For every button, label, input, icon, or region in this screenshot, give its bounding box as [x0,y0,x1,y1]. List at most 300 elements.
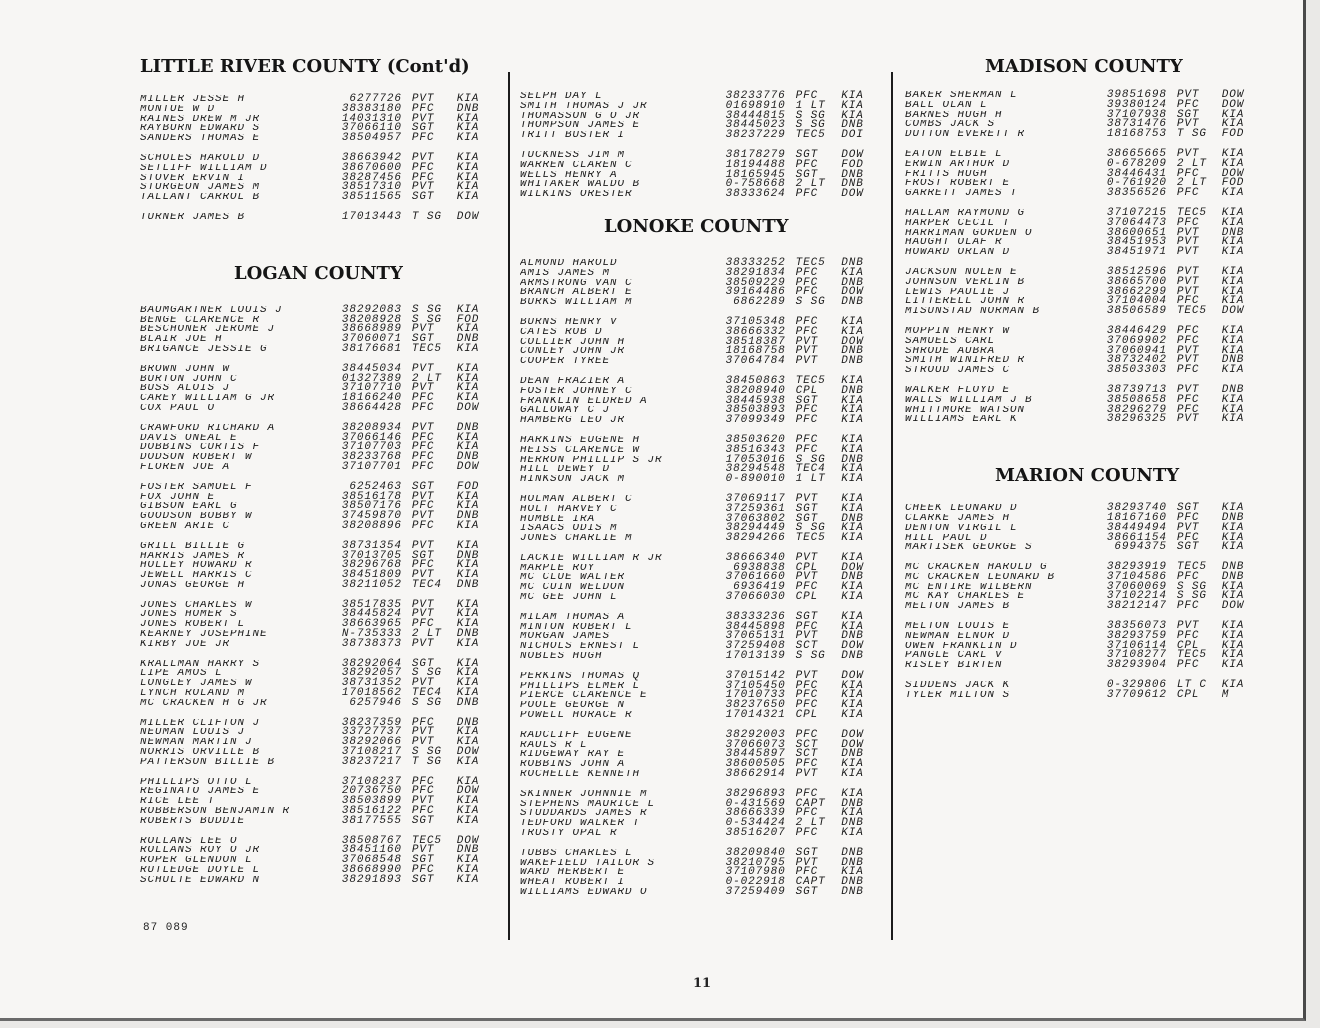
status-code: DOW [456,785,480,798]
rank: PFC [795,404,819,417]
serial-number: 37064784 [725,355,786,368]
soldier-name: BUSS ALOIS J [140,384,231,395]
rank: PFC [795,158,819,171]
status-code: KIA [1221,679,1245,692]
rank: PFC [1176,531,1200,544]
serial-number: 38333624 [725,188,786,201]
status-code: KIA [456,303,480,316]
serial-number: 38233768 [341,451,402,464]
rank: SGT [411,122,435,135]
serial-number: 38445938 [725,394,786,407]
casualty-row [140,480,495,493]
casualty-row [905,622,1260,632]
serial-number: 38356073 [1106,620,1167,633]
status-code: DNB [1221,354,1245,367]
status-code: KIA [456,726,480,739]
status-code: KIA [1221,295,1245,308]
serial-number: 38503620 [725,433,786,446]
casualty-row [140,443,495,453]
serial-number: 37259408 [725,640,786,653]
casualty-row [520,180,880,190]
soldier-name: GARRETT JAMES T [905,189,1018,199]
rank: PVT [795,856,819,869]
entry-group [520,148,880,201]
rank: S SG [795,453,826,466]
rank: 2 LT [795,178,826,191]
serial-number: 38444815 [725,109,786,122]
casualty-row [140,394,495,404]
casualty-row [140,401,495,414]
casualty-row [140,637,495,650]
casualty-row [140,512,495,522]
soldier-name: MILAM THOMAS A [520,612,626,623]
rank: PFC [411,102,435,115]
entry-group [520,433,880,486]
serial-number: 38666339 [725,807,786,820]
rank: PVT [411,795,435,808]
rank: PFC [1176,570,1200,583]
rank: PFC [1176,659,1200,672]
serial-number: 38449494 [1106,521,1167,534]
serial-number: 37060071 [341,333,402,346]
casualty-row [905,248,1260,258]
rank: PFC [1176,98,1200,111]
rank: 2 LT [411,628,442,641]
soldier-name: GOODSON BOBBY W [140,512,253,522]
serial-number: 37069117 [725,492,786,505]
rank: PFC [411,161,435,174]
status-code: KIA [456,539,480,552]
serial-number: 6936419 [733,581,786,594]
soldier-name: MELTON JAMES B [905,602,1011,613]
rank: PVT [1176,344,1200,357]
casualty-row [140,578,495,591]
serial-number: 38446429 [1106,324,1167,337]
serial-number: 38662914 [725,768,786,781]
soldier-name: SELPH DAY L [520,92,603,102]
status-code: KIA [1221,147,1245,160]
serial-number: 38294548 [725,463,786,476]
status-code: KIA [456,132,480,145]
rank: PVT [411,181,435,194]
casualty-row [520,728,880,741]
status-code: DOW [841,188,864,201]
section-entries [905,91,1260,425]
soldier-name: LACKIE WILLIAM R JR [520,553,663,564]
soldier-name: MC CRACKEN H G JR [140,698,268,709]
rank: SGT [795,610,819,623]
soldier-name: GREEN ARIE C [140,521,231,532]
soldier-name: STEPHENS MAURICE L [520,799,656,810]
status-code: KIA [841,374,864,387]
soldier-name: GIBSON EARL G [140,502,238,513]
soldier-name: ROCHELLE KENNETH [520,770,641,780]
serial-number: 6938838 [733,561,786,574]
casualty-row [520,190,880,200]
rank: PFC [1176,187,1200,200]
serial-number: 37066030 [725,591,786,604]
status-code: KIA [1221,246,1245,259]
rank: PVT [411,736,435,749]
section-entries [140,303,495,886]
casualty-row [140,787,495,797]
serial-number: 37065131 [725,630,786,643]
entry-group [140,716,495,768]
soldier-name: DEAN FRAZIER A [520,376,626,387]
status-code: DNB [841,846,864,859]
casualty-row [520,620,880,633]
status-code: DNB [841,797,864,810]
rank: PFC [795,827,819,840]
status-code: KIA [841,807,864,820]
entry-group [140,834,495,886]
casualty-row [905,563,1260,573]
casualty-row [140,846,495,856]
casualty-row [520,868,880,878]
rank: S SG [795,650,826,663]
serial-number: 38504957 [341,132,402,145]
casualty-row [520,475,880,485]
soldier-name: COOPER TYREE [520,357,611,367]
casualty-row [905,688,1260,701]
rank: S SG [795,109,826,122]
casualty-row [905,415,1260,425]
serial-number: 37106114 [1106,639,1167,652]
status-code: KIA [841,532,864,545]
rank: PFC [411,519,435,532]
status-code: KIA [1221,531,1245,544]
serial-number: 38517310 [341,181,402,194]
casualty-row [520,433,880,446]
serial-number: 38451160 [341,844,402,857]
soldier-name: FRANKLIN ELDRED A [520,396,648,407]
status-code: KIA [841,492,864,505]
status-code: KIA [456,519,480,532]
rank: PFC [411,171,435,184]
status-code: DNB [841,630,864,643]
casualty-row [520,325,880,338]
soldier-name: NICHOLS ERNEST L [520,642,641,653]
entry-group [520,610,880,663]
section-heading-madison: MADISON COUNTY [985,56,1183,77]
soldier-name: TUCKNESS JIM M [520,150,626,161]
rank: PFC [411,132,435,145]
status-code: KIA [841,620,864,633]
rank: PFC [795,188,819,201]
soldier-name: DODSON ROBERT W [140,453,253,463]
soldier-name: CONLEY JOHN JR [520,347,626,358]
status-code: KIA [841,522,864,535]
serial-number: 18168758 [725,345,786,358]
rank: PVT [411,598,435,611]
status-code: KIA [456,736,480,749]
casualty-row [140,866,495,876]
serial-number: 18168753 [1106,128,1167,141]
status-code: DNB [456,844,480,857]
status-code: KIA [841,787,864,800]
serial-number: 38518387 [725,335,786,348]
serial-number: 37259361 [725,502,786,515]
status-code: KIA [456,441,480,454]
casualty-row [520,524,880,534]
soldier-name: GRILL BILLIE G [140,541,246,552]
casualty-row [520,335,880,348]
serial-number: 38212147 [1106,600,1167,613]
soldier-name: TRITT BUSTER I [520,131,626,141]
casualty-row [520,131,880,141]
serial-number: 38333252 [725,256,786,269]
casualty-row [140,797,495,807]
status-code: KIA [1221,216,1245,229]
status-code: KIA [456,382,480,395]
serial-number: 37108277 [1106,649,1167,662]
casualty-row [520,288,880,298]
status-code: FOD [456,313,480,326]
casualty-row [140,151,495,164]
serial-number: 38661154 [1106,531,1167,544]
rank: TEC5 [411,834,442,847]
casualty-row [140,755,495,768]
serial-number: 0-678209 [1106,157,1167,170]
status-code: KIA [456,618,480,631]
entry-group [140,480,495,532]
serial-number: 37107980 [725,866,786,879]
serial-number: 38662299 [1106,285,1167,298]
status-code: DNB [456,628,480,641]
serial-number: 38451809 [341,569,402,582]
serial-number: 38296893 [725,787,786,800]
rank: PFC [411,716,435,729]
rank: CPL [795,709,819,722]
rank: CAPT [795,876,826,889]
status-code: DNB [841,453,864,466]
casualty-row [520,888,880,898]
serial-number: 37108237 [341,775,402,788]
rank: PVT [1176,118,1200,131]
soldier-name: WHITAKER WALDO B [520,180,641,191]
status-code: KIA [1221,502,1245,515]
casualty-row [905,543,1260,553]
soldier-name: HILL PAUL D [905,533,988,544]
serial-number: 38516343 [725,443,786,456]
soldier-name: TALLANT CARROL B [140,193,261,203]
rank: PFC [411,805,435,818]
entry-group [905,383,1260,426]
soldier-name: HOWARD ORLAN D [905,248,1011,258]
casualty-row [905,602,1260,612]
casualty-row [520,99,880,112]
soldier-name: PANGLE CARL V [905,651,1003,662]
soldier-name: COLLIER JOHN H [520,337,626,348]
status-code: DOW [456,460,480,473]
status-code: KIA [1221,157,1245,170]
serial-number: 38356526 [1106,187,1167,200]
rank: PFC [795,689,819,702]
casualty-row [905,681,1260,691]
casualty-row [140,102,495,115]
serial-number: 37107938 [1106,108,1167,121]
status-code: KIA [456,112,480,125]
soldier-name: MC CRACKEN HAROLD G [905,563,1048,573]
rank: SGT [411,814,435,827]
status-code: KIA [841,758,864,771]
serial-number: 6994375 [1114,541,1167,554]
soldier-name: BENGE CLARENCE R [140,315,261,326]
soldier-name: CATES ROB D [520,327,603,338]
casualty-row [140,814,495,827]
rank: PFC [411,775,435,788]
section-entries [520,92,880,200]
rank: CPL [1176,688,1200,701]
soldier-name: SKINNER JOHNNIE M [520,789,648,800]
soldier-name: HOLLEY HOWARD R [140,561,253,572]
status-code: DOI [841,129,864,142]
casualty-row [520,561,880,574]
rank: PFC [795,90,819,102]
casualty-row [140,134,495,144]
soldier-name: SCHOLES HAROLD D [140,153,261,164]
soldier-name: PHILLIPS ELMER L [520,681,641,692]
rank: SGT [411,480,435,493]
casualty-row [520,593,880,603]
serial-number: 38293740 [1106,502,1167,515]
casualty-row [905,238,1260,248]
section-entries [140,95,495,223]
soldier-name: WALKER FLOYD E [905,385,1011,396]
serial-number: 38664428 [341,401,402,414]
status-code: KIA [841,315,864,328]
soldier-name: COX PAUL O [140,403,216,414]
page-number: 11 [693,976,712,991]
serial-number: 38178279 [725,148,786,161]
serial-number: 01327389 [341,372,402,385]
rank: PVT [411,637,435,650]
soldier-name: STOVER ERVIN I [140,173,246,184]
status-code: KIA [456,637,480,650]
serial-number: 37459870 [341,510,402,523]
status-code: DOW [841,728,864,741]
rank: PFC [1176,295,1200,308]
soldier-name: ROLLANS LEE O [140,836,238,847]
soldier-name: CAREY WILLIAM G JR [140,394,276,404]
soldier-name: HARKINS EUGENE H [520,435,641,446]
status-code: DOW [1221,600,1245,613]
soldier-name: POOLE GEORGE N [520,701,626,712]
soldier-name: WILLIAMS EDWARD O [520,888,648,898]
status-code: KIA [456,191,480,204]
status-code: KIA [1221,393,1245,406]
rank: PFC [795,266,819,279]
soldier-name: NEWMAN MARTIN J [140,738,253,749]
soldier-name: MISUNSTAD NORMAN B [905,307,1041,317]
serial-number: 38237650 [725,699,786,712]
rank: SGT [795,886,819,898]
casualty-row [520,787,880,800]
casualty-row [520,443,880,456]
status-code: KIA [456,687,480,700]
rank: S SG [411,303,442,316]
status-code: KIA [1221,659,1245,672]
casualty-row [520,711,880,721]
serial-number: 38503893 [725,404,786,417]
casualty-row [905,216,1260,229]
soldier-name: ALMOND HAROLD [520,258,618,269]
serial-number: 37107701 [341,460,402,473]
status-code: KIA [841,473,864,486]
status-code: DNB [841,817,864,830]
soldier-name: RADCLIFF EUGENE [520,730,633,741]
serial-number: 38291834 [725,266,786,279]
status-code: FOD [1221,128,1245,141]
status-code: KIA [841,709,864,722]
casualty-row [520,642,880,652]
status-code: KIA [456,598,480,611]
casualty-row [905,334,1260,347]
casualty-row [140,728,495,738]
serial-number: 38738373 [341,637,402,650]
soldier-name: BURNS HENRY V [520,317,618,328]
rank: PVT [795,571,819,584]
serial-number: 38209840 [725,846,786,859]
rank: SGT [1176,108,1200,121]
casualty-row [520,406,880,416]
soldier-name: BROWN JOHN W [140,364,231,375]
status-code: KIA [841,90,864,102]
serial-number: 0-431569 [725,797,786,810]
serial-number: 38445897 [725,748,786,761]
serial-number: 37107710 [341,382,402,395]
status-code: KIA [1221,334,1245,347]
soldier-name: FOSTER SAMUEL F [140,482,253,493]
status-code: KIA [456,657,480,670]
casualty-row [520,347,880,357]
status-code: KIA [841,689,864,702]
soldier-name: KRALLMAN HARRY S [140,659,261,670]
serial-number: 38516207 [725,827,786,840]
rank: S SG [795,119,826,132]
rank: CAPT [795,797,826,810]
serial-number: 38291893 [341,873,402,886]
rank: PFC [411,864,435,877]
soldier-name: SMITH THOMAS J JR [520,101,648,112]
serial-number: 38512596 [1106,265,1167,278]
serial-number: 38665700 [1106,275,1167,288]
casualty-row [140,95,495,105]
rank: SGT [795,148,819,161]
serial-number: 37013705 [341,549,402,562]
soldier-name: REGINATO JAMES E [140,787,261,798]
status-code: DOW [841,148,864,161]
rank: SGT [411,191,435,204]
soldier-name: JEWELL HARRIS C [140,571,253,581]
casualty-row [140,183,495,193]
soldier-name: WAKEFIELD TAILOR S [520,858,656,869]
casualty-row [140,342,495,355]
status-code: KIA [456,864,480,877]
rank: PFC [795,787,819,800]
status-code: KIA [1221,265,1245,278]
soldier-name: SHRODE AUBRA [905,346,996,357]
entry-group [905,324,1260,377]
status-code: DOW [841,669,864,682]
soldier-name: ROBBINS JOHN A [520,760,626,771]
status-code: DNB [841,296,864,309]
casualty-row [140,775,495,788]
soldier-name: MOPPIN HENRY W [905,326,1011,337]
status-code: KIA [456,93,480,105]
serial-number: 38208934 [341,421,402,434]
rank: SGT [411,657,435,670]
